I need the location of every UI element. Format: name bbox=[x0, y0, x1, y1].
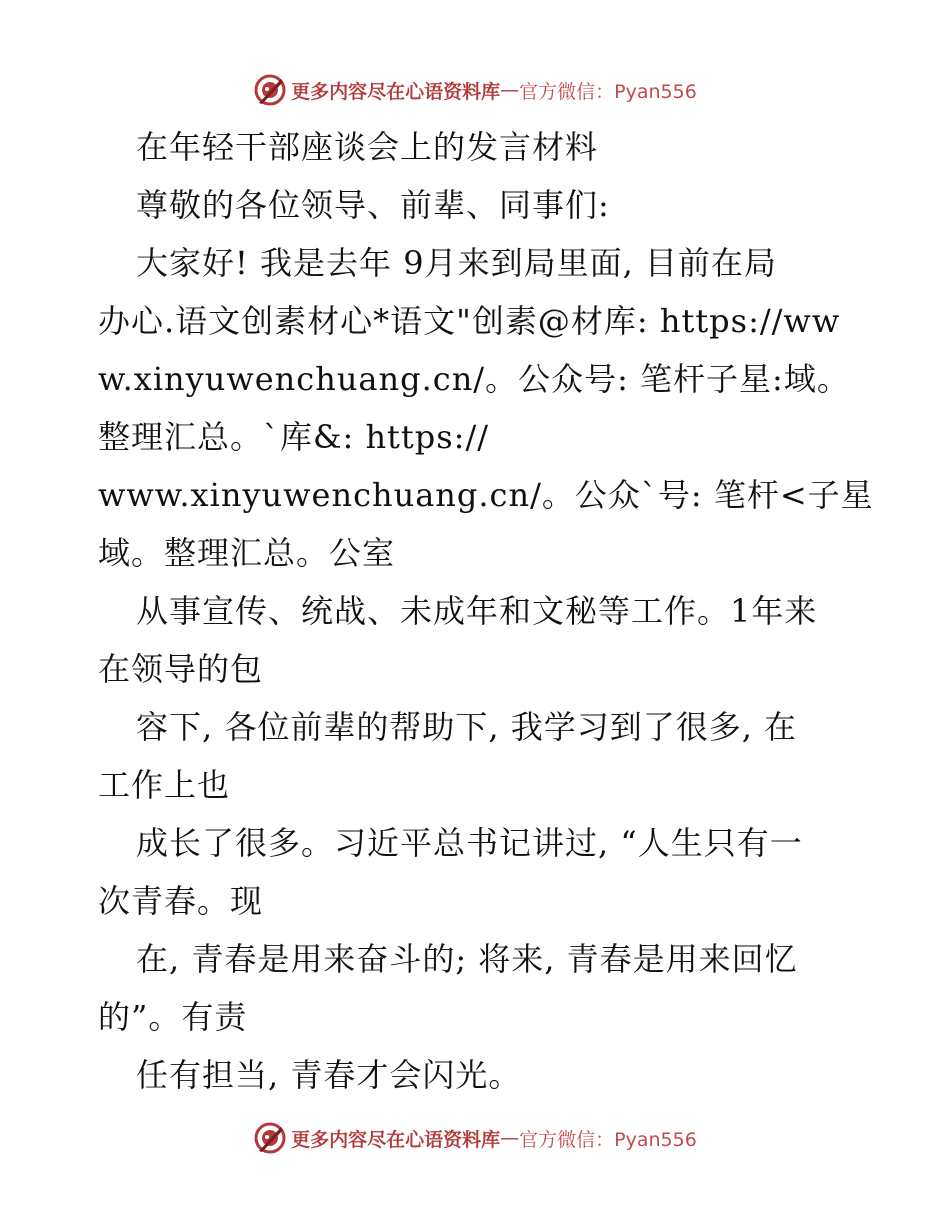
header-banner bbox=[0, 70, 950, 110]
paragraph-line: 的”。有责 bbox=[98, 998, 248, 1036]
banner-separator: — bbox=[500, 79, 520, 101]
banner-contact: 官方微信：Pyan556 bbox=[519, 80, 697, 103]
banner-separator: — bbox=[500, 1127, 520, 1149]
paragraph-line: 在, 青春是用来奋斗的; 将来, 青春是用来回忆 bbox=[136, 940, 798, 978]
paragraph-line: 成长了很多。习近平总书记讲过, “人生只有一 bbox=[136, 824, 803, 862]
quill-seal-logo-icon bbox=[253, 73, 287, 107]
banner-site-name: 更多内容尽在心语资料库 bbox=[291, 80, 501, 103]
paragraph-line: 从事宣传、统战、未成年和文秘等工作。1年来 bbox=[136, 592, 818, 630]
salutation: 尊敬的各位领导、前辈、同事们: bbox=[136, 186, 610, 224]
paragraph-line: 工作上也 bbox=[98, 766, 231, 804]
footer-banner bbox=[0, 1118, 950, 1158]
paragraph-line: 办心.语文创素材心*语文"创素@材库: https://ww bbox=[98, 302, 841, 340]
paragraph-line: 容下, 各位前辈的帮助下, 我学习到了很多, 在 bbox=[136, 708, 798, 746]
document-body bbox=[98, 118, 874, 1104]
paragraph-line: 次青春。现 bbox=[98, 882, 264, 920]
paragraph-line: 域。整理汇总。公室 bbox=[98, 534, 396, 572]
banner-site-name: 更多内容尽在心语资料库 bbox=[291, 1128, 501, 1151]
quill-seal-logo-icon bbox=[253, 1121, 287, 1155]
paragraph-line: www.xinyuwenchuang.cn/。公众`号: 笔杆<子星 bbox=[98, 476, 874, 514]
banner-contact: 官方微信：Pyan556 bbox=[519, 1128, 697, 1151]
paragraph-line: 大家好! 我是去年 9月来到局里面, 目前在局 bbox=[136, 244, 777, 282]
paragraph-line: 整理汇总。`库&: https:// bbox=[98, 418, 490, 456]
paragraph-line: 在领导的包 bbox=[98, 650, 264, 688]
paragraph-line: 任有担当, 青春才会闪光。 bbox=[136, 1056, 522, 1094]
document-title: 在年轻干部座谈会上的发言材料 bbox=[136, 128, 599, 166]
paragraph-line: w.xinyuwenchuang.cn/。公众号: 笔杆子星:域。 bbox=[98, 360, 850, 398]
